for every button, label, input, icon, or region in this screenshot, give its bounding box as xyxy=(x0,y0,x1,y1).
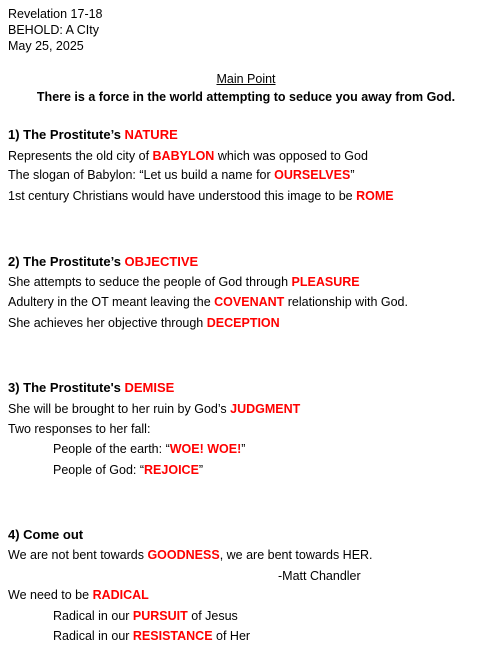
sermon-title: BEHOLD: A CIty xyxy=(8,23,100,37)
main-point-text: There is a force in the world attempting to seduce you away from God. xyxy=(36,90,456,104)
line-text: 1st century Christians would have understood this image to be xyxy=(8,189,357,203)
outline-line xyxy=(53,609,238,624)
line-text: She achieves her objective through xyxy=(8,316,207,330)
line-text: of Jesus xyxy=(187,609,238,623)
line-text: Radical in our xyxy=(53,609,133,623)
outline-line xyxy=(8,422,150,437)
heading-keyword: DEMISE xyxy=(124,380,175,395)
section-heading xyxy=(8,254,198,269)
line-text: Represents the old city of xyxy=(8,149,153,163)
fill-in-keyword: REJOICE xyxy=(144,463,199,477)
heading-text: 4) Come out xyxy=(8,527,84,542)
section-heading xyxy=(8,380,174,395)
fill-in-keyword: RESISTANCE xyxy=(132,629,213,643)
fill-in-keyword: PLEASURE xyxy=(291,275,360,289)
line-text: -Matt Chandler xyxy=(278,569,361,583)
fill-in-keyword: BABYLON xyxy=(152,149,215,163)
sermon-date: May 25, 2025 xyxy=(8,39,84,53)
line-text: ” xyxy=(198,463,204,477)
outline-line xyxy=(53,442,245,457)
fill-in-keyword: ROME xyxy=(356,189,394,203)
main-point-label: Main Point xyxy=(216,72,276,86)
section-heading xyxy=(8,127,178,142)
outline-line xyxy=(53,463,203,478)
fill-in-keyword: JUDGMENT xyxy=(230,402,301,416)
line-text: ” xyxy=(241,442,246,456)
heading-keyword: NATURE xyxy=(124,127,178,142)
scripture-reference: Revelation 17-18 xyxy=(8,7,103,21)
heading-text: 3) The Prostitute's xyxy=(8,380,125,395)
fill-in-keyword: OURSELVES xyxy=(274,168,351,182)
outline-line xyxy=(8,168,354,183)
fill-in-keyword: GOODNESS xyxy=(147,548,220,562)
line-text: We need to be xyxy=(8,588,93,602)
outline-line xyxy=(8,295,408,310)
line-text: relationship with God. xyxy=(284,295,408,309)
line-text: which was opposed to God xyxy=(214,149,368,163)
section-heading xyxy=(8,527,83,542)
line-text: ” xyxy=(350,168,355,182)
quote-attribution xyxy=(278,569,361,584)
heading-text: 1) The Prostitute’s xyxy=(8,127,125,142)
line-text: People of God: “ xyxy=(53,463,145,477)
outline-line xyxy=(8,316,280,331)
fill-in-keyword: WOE! WOE! xyxy=(169,442,242,456)
line-text: , we are bent towards HER. xyxy=(219,548,373,562)
line-text: She will be brought to her ruin by God’s xyxy=(8,402,231,416)
line-text: People of the earth: “ xyxy=(53,442,170,456)
line-text: The slogan of Babylon: “Let us build a name for xyxy=(8,168,275,182)
fill-in-keyword: RADICAL xyxy=(92,588,149,602)
heading-text: 2) The Prostitute’s xyxy=(8,254,125,269)
line-text: We are not bent towards xyxy=(8,548,148,562)
fill-in-keyword: DECEPTION xyxy=(206,316,280,330)
heading-keyword: OBJECTIVE xyxy=(124,254,199,269)
outline-line xyxy=(8,149,368,164)
outline-line xyxy=(8,588,149,603)
fill-in-keyword: COVENANT xyxy=(214,295,285,309)
outline-line xyxy=(8,275,360,290)
outline-line xyxy=(8,189,394,204)
line-text: She attempts to seduce the people of God through xyxy=(8,275,292,289)
line-text: Radical in our xyxy=(53,629,133,643)
outline-line xyxy=(53,629,250,644)
line-text: Adultery in the OT meant leaving the xyxy=(8,295,215,309)
fill-in-keyword: PURSUIT xyxy=(132,609,188,623)
outline-line xyxy=(8,402,300,417)
outline-line xyxy=(8,548,373,563)
line-text: Two responses to her fall: xyxy=(8,422,151,436)
line-text: of Her xyxy=(212,629,251,643)
